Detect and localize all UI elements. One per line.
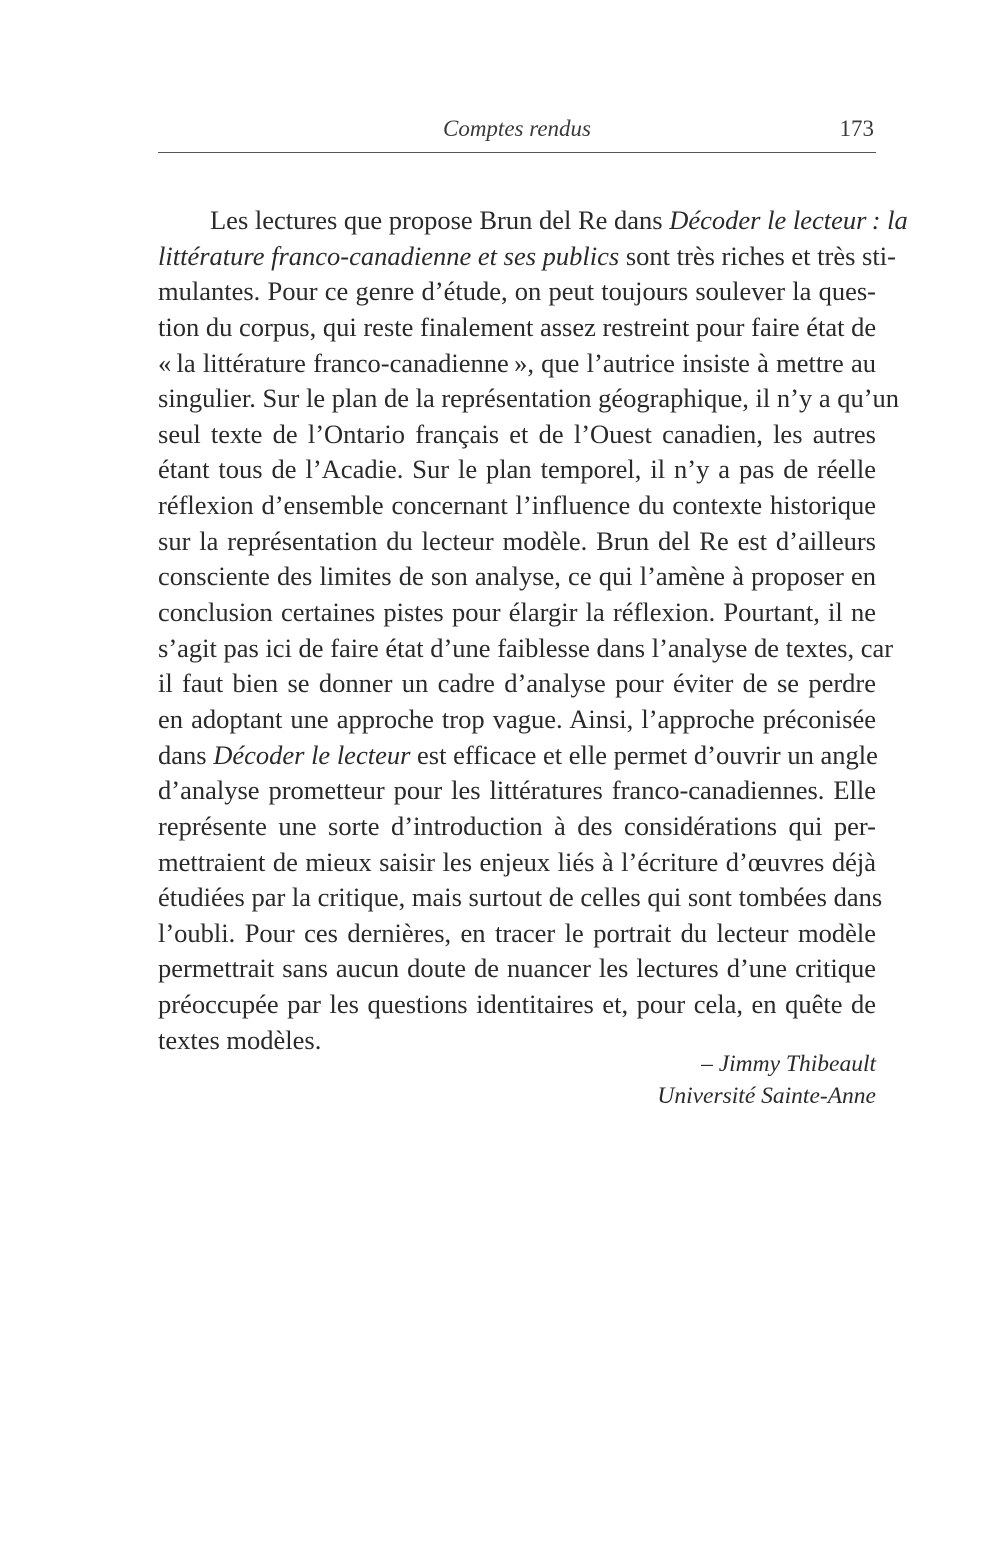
text-line: singulier. Sur le plan de la représentation géographique, il n’y a qu’un	[158, 383, 900, 414]
text-segment: sont très riches et très sti-	[619, 240, 896, 271]
text-segment: Les lectures que propose Brun del Re dans	[210, 205, 670, 235]
text-line: étudiées par la critique, mais surtout de celles qui sont tombées dans	[158, 882, 883, 913]
text-line: il faut bien se donner un cadre d’analyse pour éviter de se perdre	[158, 668, 876, 699]
text-line: d’analyse prometteur pour les littératures franco-canadiennes. Elle	[158, 775, 876, 806]
text-line: en adoptant une approche trop vague. Ainsi, l’approche préconisée	[158, 703, 876, 734]
running-head: Comptes rendus	[442, 116, 591, 141]
text-line	[158, 239, 896, 275]
signature-affiliation: Université Sainte-Anne	[657, 1083, 876, 1109]
text-line: représente une sorte d’introduction à des considérations qui per-	[158, 810, 876, 841]
text-line: mulantes. Pour ce genre d’étude, on peut toujours soulever la ques-	[158, 276, 876, 307]
text-line: l’oubli. Pour ces dernières, en tracer le portrait du lecteur modèle	[158, 917, 876, 948]
signature-block	[657, 1048, 876, 1112]
page-number: 173	[839, 116, 874, 141]
signature-author: – Jimmy Thibeault	[701, 1051, 876, 1077]
text-line: mettraient de mieux saisir les enjeux liés à l’écriture d’œuvres déjà	[158, 846, 876, 877]
text-line: seul texte de l’Ontario français et de l’Ouest canadien, les autres	[158, 418, 876, 449]
text-line: textes modèles.	[158, 1024, 322, 1055]
text-line: consciente des limites de son analyse, ce qui l’amène à proposer en	[158, 561, 876, 592]
text-line: « la littérature franco-canadienne », que l’autrice insiste à mettre au	[158, 347, 876, 378]
text-line: permettrait sans aucun doute de nuancer les lectures d’une critique	[158, 953, 876, 984]
review-paragraph	[158, 203, 908, 1058]
book-title: Décoder le lecteur	[213, 739, 411, 770]
book-subtitle: littérature franco-canadienne et ses publics	[158, 240, 620, 271]
text-line	[158, 738, 876, 774]
text-line: étant tous de l’Acadie. Sur le plan temporel, il n’y a pas de réelle	[158, 454, 876, 485]
page-header	[158, 112, 876, 153]
text-segment: est efficace et elle permet d’ouvrir un angle	[410, 739, 878, 770]
text-line: réflexion d’ensemble concernant l’influence du contexte historique	[158, 490, 876, 521]
text-line: tion du corpus, qui reste finalement assez restreint pour faire état de	[158, 311, 877, 342]
text-line: s’agit pas ici de faire état d’une faiblesse dans l’analyse de textes, car	[158, 632, 894, 663]
book-title: Décoder le lecteur : la	[669, 205, 908, 235]
text-line: préoccupée par les questions identitaires et, pour cela, en quête de	[158, 989, 876, 1020]
text-line	[158, 203, 908, 239]
text-line: sur la représentation du lecteur modèle. Brun del Re est d’ailleurs	[158, 525, 876, 556]
text-line: conclusion certaines pistes pour élargir la réflexion. Pourtant, il ne	[158, 597, 876, 628]
text-segment: dans	[158, 739, 214, 770]
